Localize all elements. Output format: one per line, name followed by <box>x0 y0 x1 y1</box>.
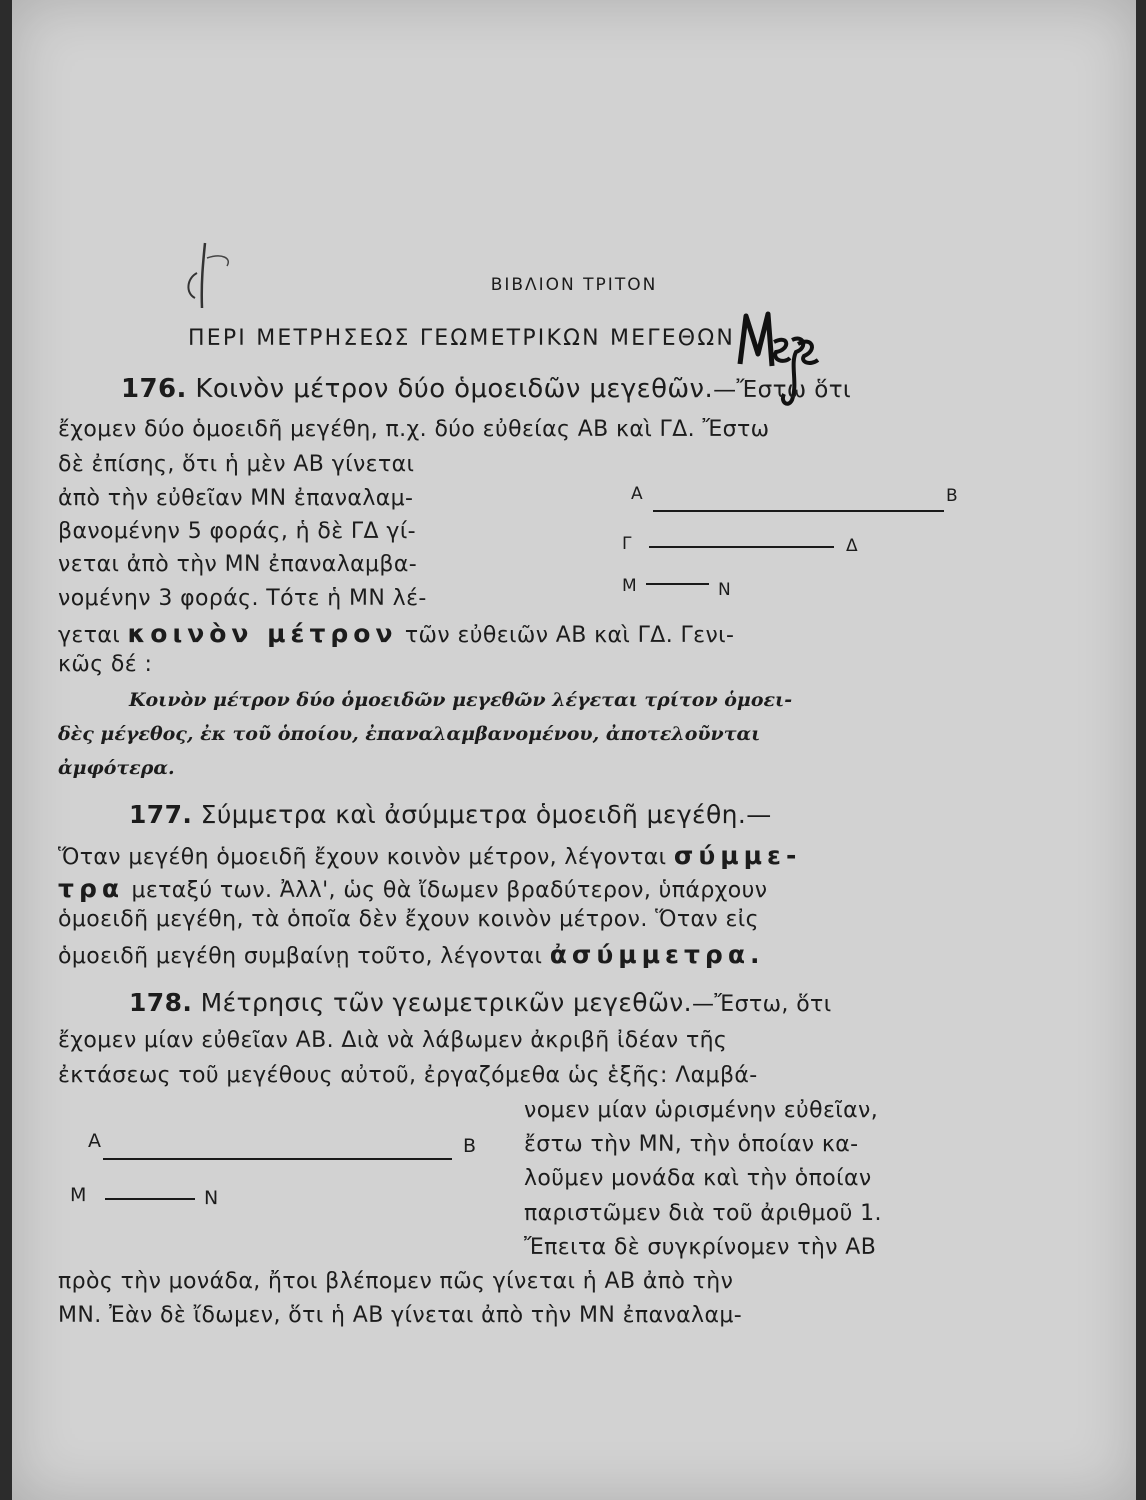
label-b-178: B <box>463 1135 477 1157</box>
label-delta: Δ <box>846 536 858 556</box>
section-177-dash: — <box>746 800 772 829</box>
section-177-line-4-start: ὁμοειδῆ μεγέθη συμβαίνῃ τοῦτο, λέγονται <box>58 944 543 969</box>
definition-line-1: Κοινὸν μέτρον δύο ὁμοειδῶν μεγεθῶν λέγεται τρίτον ὁμοει- <box>129 689 793 711</box>
section-176-heading <box>121 374 851 404</box>
section-176-text-1: —Ἔστω ὅτι <box>713 377 852 403</box>
section-178-heading <box>129 988 832 1017</box>
section-176-line-3: δὲ ἐπίσης, ὅτι ἡ μὲν ΑΒ γίνεται <box>58 452 415 477</box>
section-178-line-3: ἐκτάσεως τοῦ μεγέθους αὐτοῦ, ἐργαζόμεθα ὡς ἑξῆς: Λαμβά- <box>58 1063 758 1088</box>
section-177-line-4 <box>58 940 765 969</box>
section-178-title: Μέτρησις τῶν γεωμετρικῶν μεγεθῶν. <box>200 988 693 1017</box>
section-178-line-4: νομεν μίαν ὡρισμένην εὐθεῖαν, <box>524 1098 879 1123</box>
section-176-line-6: νεται ἀπὸ τὴν ΜΝ ἐπαναλαμβα- <box>58 552 418 577</box>
definition-line-2: δὲς μέγεθος, ἐκ τοῦ ὁποίου, ἐπαναλαμβανομένου, ἀποτελοῦνται <box>58 723 761 745</box>
spaced-term-symmetra-1: σύμμε- <box>673 841 802 870</box>
section-178-line-10: ΜΝ. Ἐὰν δὲ ἴδωμεν, ὅτι ἡ ΑΒ γίνεται ἀπὸ τὴν ΜΝ ἐπαναλαμ- <box>58 1303 743 1328</box>
section-177-heading <box>129 800 772 829</box>
section-178-line-2: ἔχομεν μίαν εὐθεῖαν ΑΒ. Διὰ νὰ λάβωμεν ἀκριβῆ ἰδέαν τῆς <box>58 1028 728 1053</box>
section-176-line-7: νομένην 3 φοράς. Τότε ἡ ΜΝ λέ- <box>58 586 427 611</box>
section-176-line-8 <box>58 619 734 648</box>
chapter-title: ΠΕΡΙ ΜΕΤΡΗΣΕΩΣ ΓΕΩΜΕΤΡΙΚΩΝ ΜΕΓΕΘΩΝ <box>188 326 735 351</box>
section-178-line-9: πρὸς τὴν μονάδα, ἤτοι βλέπομεν πῶς γίνεται ἡ ΑΒ ἀπὸ τὴν <box>58 1269 734 1294</box>
section-176-number: 176. <box>121 374 187 404</box>
section-177-line-2 <box>58 874 767 903</box>
label-b: B <box>946 486 958 506</box>
section-176-line-4: ἀπὸ τὴν εὐθεῖαν ΜΝ ἐπαναλαμ- <box>58 486 414 511</box>
section-176-line-8-end: τῶν εὐθειῶν ΑΒ καὶ ΓΔ. Γενι- <box>404 623 735 648</box>
book-title: ΒΙΒΛΙΟΝ ΤΡΙΤΟΝ <box>490 275 658 295</box>
section-177-line-3: ὁμοειδῆ μεγέθη, τὰ ὁποῖα δὲν ἔχουν κοινὸν μέτρον. Ὅταν εἰς <box>58 907 759 932</box>
label-m-178: Μ <box>70 1184 87 1206</box>
label-a-178: A <box>88 1130 101 1152</box>
section-176-line-2: ἔχομεν δύο ὁμοειδῆ μεγέθη, π.χ. δύο εὐθείας ΑΒ καὶ ΓΔ. Ἔστω <box>58 417 770 442</box>
section-177-line-1 <box>58 841 801 870</box>
section-176-line-5: βανομένην 5 φοράς, ἡ δὲ ΓΔ γί- <box>58 519 417 544</box>
section-177-line-1-start: Ὅταν μεγέθη ὁμοειδῆ ἔχουν κοινὸν μέτρον, λέγονται <box>58 845 667 870</box>
label-gamma: Γ <box>622 534 632 554</box>
spaced-term-symmetra-2: τρα <box>58 874 125 903</box>
section-176-line-8-start: γεται <box>58 623 121 648</box>
section-178-line-7: παριστῶμεν διὰ τοῦ ἀριθμοῦ 1. <box>524 1201 882 1226</box>
section-176-title: Κοινὸν μέτρον δύο ὁμοειδῶν μεγεθῶν. <box>195 374 714 404</box>
section-178-line-5: ἔστω τὴν ΜΝ, τὴν ὁποίαν κα- <box>524 1132 859 1157</box>
section-177-line-2-end: μεταξύ των. Ἀλλ', ὡς θὰ ἴδωμεν βραδύτερον, ὑπάρχουν <box>131 878 768 903</box>
label-a: A <box>631 484 643 504</box>
section-178-line-8: Ἔπειτα δὲ συγκρίνομεν τὴν ΑΒ <box>524 1235 877 1260</box>
book-page <box>12 0 1136 1500</box>
spaced-term-koinon-metron: κοινὸν μέτρον <box>127 619 398 648</box>
section-178-number: 178. <box>129 988 193 1017</box>
section-178-text-1: —Ἔστω, ὅτι <box>692 992 832 1017</box>
spaced-term-asymmetra: ἀσύμμετρα. <box>549 940 765 969</box>
label-m: Μ <box>622 576 637 596</box>
definition-line-3: ἀμφότερα. <box>58 757 175 779</box>
label-n: Ν <box>718 580 731 600</box>
section-177-title: Σύμμετρα καὶ ἀσύμμετρα ὁμοειδῆ μεγέθη. <box>200 800 747 829</box>
label-n-178: Ν <box>204 1187 219 1209</box>
section-177-number: 177. <box>129 800 193 829</box>
section-176-line-9: κῶς δέ : <box>58 652 153 677</box>
section-178-line-6: λοῦμεν μονάδα καὶ τὴν ὁποίαν <box>524 1166 872 1191</box>
